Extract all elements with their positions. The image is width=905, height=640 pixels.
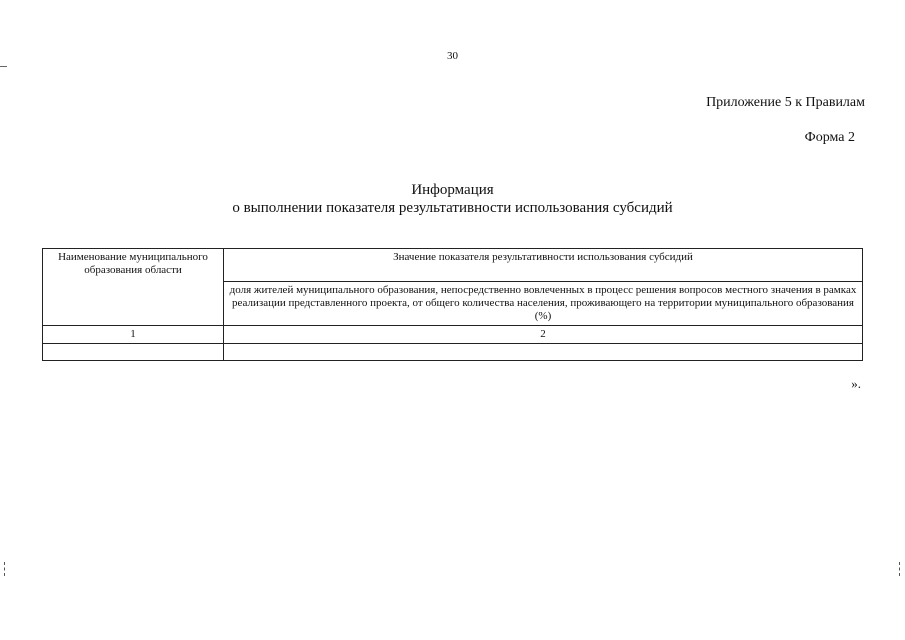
page-number: 30 — [447, 50, 458, 62]
column-number-2: 2 — [224, 326, 863, 344]
municipality-header: Наименование муниципального образования области — [43, 249, 224, 326]
left-edge-mark — [4, 562, 7, 576]
table-header-row — [43, 249, 863, 282]
table-row — [43, 344, 863, 361]
empty-municipality-cell — [43, 344, 224, 361]
closing-quote: ». — [851, 376, 861, 391]
indicator-value-header: Значение показателя результативности использования субсидий — [224, 249, 863, 282]
title-line-1: Информация — [411, 182, 494, 198]
form-label: Форма 2 — [804, 130, 855, 145]
document-title — [0, 181, 905, 217]
column-number-1: 1 — [43, 326, 224, 344]
margin-tick — [0, 66, 7, 67]
right-edge-mark — [899, 562, 902, 576]
indicator-table — [42, 248, 863, 361]
annex-reference: Приложение 5 к Правилам — [706, 95, 865, 110]
title-line-2: о выполнении показателя результативности использования субсидий — [232, 200, 673, 216]
empty-value-cell — [224, 344, 863, 361]
indicator-description: доля жителей муниципального образования, непосредственно вовлеченных в процесс решения вопросов местного значения в рамках реализации представленного проекта, от общего количества населения, проживающего на территории муниципального образования (%) — [224, 282, 863, 326]
column-number-row — [43, 326, 863, 344]
